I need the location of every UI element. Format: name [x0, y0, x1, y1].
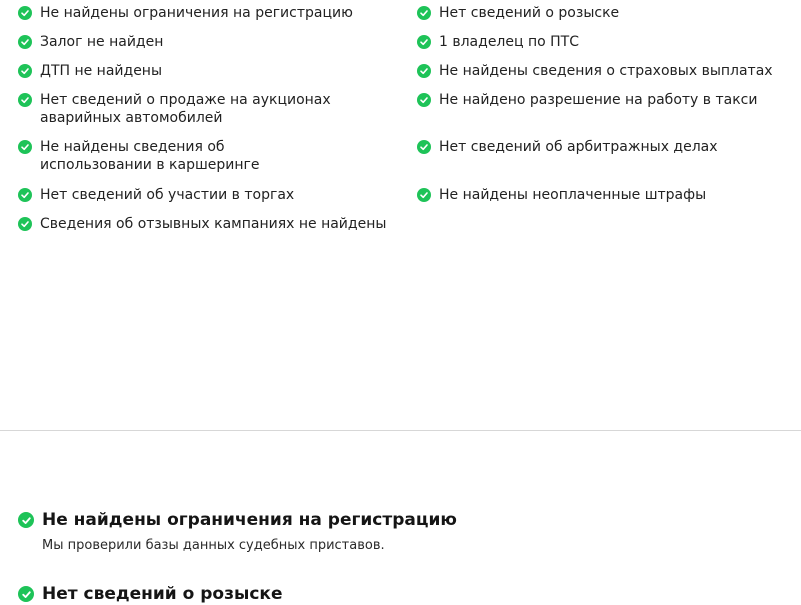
check-item [417, 62, 773, 80]
check-item [417, 138, 718, 156]
check-item-label: Нет сведений о продаже на аукционах аварийных автомобилей [40, 92, 331, 126]
detail-title: Не найдены ограничения на регистрацию [42, 510, 457, 530]
check-circle-icon [417, 6, 431, 20]
check-item [18, 91, 402, 127]
check-item-label: Не найдены ограничения на регистрацию [40, 5, 353, 21]
check-item [18, 138, 340, 174]
check-item [18, 4, 353, 22]
check-circle-icon [18, 93, 32, 107]
detail-section [18, 583, 282, 605]
section-divider [0, 430, 801, 431]
detail-description: Мы проверили базы данных судебных приставов. [42, 538, 385, 553]
detail-title: Нет сведений о розыске [42, 584, 283, 604]
check-circle-icon [18, 512, 34, 528]
check-circle-icon [18, 6, 32, 20]
check-item-label: Не найдены сведения об использовании в каршеринге [40, 139, 260, 173]
check-item-label: Залог не найден [40, 34, 164, 50]
check-circle-icon [417, 35, 431, 49]
check-item [18, 33, 163, 51]
detail-section [18, 509, 457, 555]
check-item [417, 91, 757, 109]
check-item-label: Не найдены неоплаченные штрафы [439, 187, 707, 203]
check-item [417, 4, 619, 22]
check-circle-icon [18, 35, 32, 49]
check-item-label: Нет сведений о розыске [439, 5, 620, 21]
check-item [417, 186, 706, 204]
check-circle-icon [417, 140, 431, 154]
check-item-label: Нет сведений об участии в торгах [40, 187, 295, 203]
detail-body [42, 509, 457, 555]
check-item-label: Сведения об отзывных кампаниях не найдены [40, 216, 387, 232]
check-item-label: 1 владелец по ПТС [439, 34, 579, 50]
check-item-label: Нет сведений об арбитражных делах [439, 139, 718, 155]
check-item [18, 215, 386, 233]
check-circle-icon [18, 217, 32, 231]
check-circle-icon [417, 188, 431, 202]
check-circle-icon [18, 140, 32, 154]
check-item [417, 33, 579, 51]
check-circle-icon [18, 64, 32, 78]
check-circle-icon [417, 64, 431, 78]
check-item [18, 186, 294, 204]
check-item [18, 62, 162, 80]
check-item-label: Не найдено разрешение на работу в такси [439, 92, 758, 108]
check-circle-icon [18, 188, 32, 202]
check-circle-icon [417, 93, 431, 107]
detail-body [42, 583, 282, 605]
check-item-label: ДТП не найдены [40, 63, 163, 79]
check-item-label: Не найдены сведения о страховых выплатах [439, 63, 773, 79]
check-circle-icon [18, 586, 34, 602]
